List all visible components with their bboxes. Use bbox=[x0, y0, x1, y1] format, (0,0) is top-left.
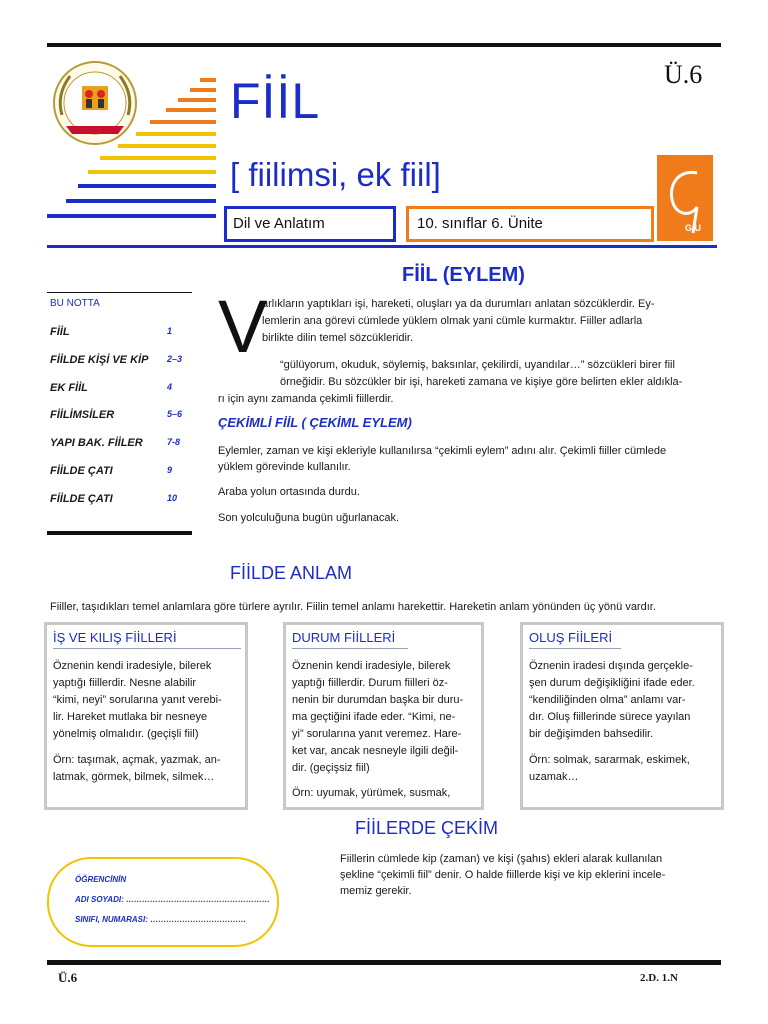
cekim-line: Fiillerin cümlede kip (zaman) ve kişi (şahıs) ekleri alarak kullanılan bbox=[340, 853, 663, 865]
card-line: Öznenin kendi iradesiyle, bilerek bbox=[53, 660, 212, 672]
card-line: yönelmiş olmalıdır. (geçişli fiil) bbox=[53, 728, 199, 740]
card-line: ket var, ancak nesneyle ilgili değil- bbox=[292, 745, 459, 757]
toc-bottom-rule bbox=[47, 531, 192, 535]
toc-item-page: 9 bbox=[167, 465, 173, 475]
eylem-line: lemlerin ana görevi cümlede yüklem olmak yani cümle kurmaktır. Fiiller adlarla bbox=[262, 315, 643, 327]
cekimli-line: Eylemler, zaman ve kişi ekleriyle kullanılırsa “çekimli eylem” adını alır. Çekimli fiiller cümlede bbox=[218, 445, 667, 457]
footer-unit-code: Ü.6 bbox=[58, 970, 78, 985]
card-title: OLUŞ FİİLERİ bbox=[529, 630, 613, 645]
card-line: Öznenin iradesi dışında gerçekle- bbox=[529, 660, 693, 672]
toc-item-page: 4 bbox=[167, 382, 173, 392]
toc-item-label: FİİL bbox=[50, 326, 70, 338]
card-line: dir. (geçişsiz fiil) bbox=[292, 762, 370, 774]
eylem-line: “gülüyorum, okuduk, söylemiş, baksınlar, çekilirdi, uyandılar…” sözcükleri birer fiil bbox=[280, 359, 675, 371]
toc-heading: BU NOTTA bbox=[50, 298, 100, 309]
section-heading-eylem: FİİL (EYLEM) bbox=[402, 264, 525, 286]
toc-item-label: FİİLİMSİLER bbox=[50, 409, 115, 421]
card-olus bbox=[520, 622, 724, 810]
cekim-line: şekline “çekimli fiil” denir. O halde fiillerde kişi ve kip eklerini incele- bbox=[340, 869, 666, 881]
card-line: bir değişimden bahsedilir. bbox=[529, 728, 654, 740]
cekimli-example: Son yolculuğuna bugün uğurlanacak. bbox=[218, 512, 400, 524]
card-line: lir. Hareket mutlaka bir nesneye bbox=[53, 711, 208, 723]
subject-box: Dil ve Anlatım bbox=[224, 206, 396, 242]
toc-item-label: FİİLDE ÇATI bbox=[50, 465, 113, 477]
school-seal-logo bbox=[52, 60, 138, 146]
unit-code: Ü.6 bbox=[664, 60, 703, 89]
card-line: yaptığı fiillerdir. Durum fiilleri öz- bbox=[292, 677, 448, 689]
footer-rule bbox=[47, 960, 721, 965]
card-example: uzamak… bbox=[529, 771, 579, 783]
drop-cap: V bbox=[218, 285, 268, 368]
card-example: latmak, görmek, bilmek, silmek… bbox=[53, 771, 215, 783]
header-bottom-rule bbox=[47, 245, 717, 248]
section-heading-cekim: FİİLERDE ÇEKİM bbox=[355, 818, 499, 838]
eylem-line: rı için aynı zamanda çekimli fiillerdir. bbox=[218, 393, 394, 405]
eylem-line: arlıkların yaptıkları işi, hareketi, oluşları ya da durumları anlatan sözcüklerdir. Ey- bbox=[262, 298, 655, 310]
toc-item-page: 2–3 bbox=[167, 354, 183, 364]
card-line: Öznenin kendi iradesiyle, bilerek bbox=[292, 660, 451, 672]
eylem-line: örneğidir. Bu sözcükler bir işi, hareketi zamana ve kişiye göre belirten ekler aldıkla- bbox=[280, 376, 683, 388]
card-title: DURUM FİİLLERİ bbox=[292, 630, 396, 645]
toc-item-page: 1 bbox=[167, 326, 173, 336]
toc-item-page: 10 bbox=[167, 493, 178, 503]
card-title: İŞ VE KILIŞ FİİLLERİ bbox=[53, 630, 177, 645]
cekimli-example: Araba yolun ortasında durdu. bbox=[218, 486, 360, 498]
cekim-line: memiz gerekir. bbox=[340, 885, 412, 897]
card-line: şen durum değişikliğini ifade eder. bbox=[529, 677, 695, 689]
cekimli-line: yüklem görevinde kullanılır. bbox=[218, 461, 351, 473]
anlam-intro: Fiiller, taşıdıkları temel anlamlara göre türlere ayrılır. Fiilin temel anlamı harekettir. Hareketin anlam yönünden üç yönü vardır. bbox=[50, 601, 656, 613]
toc-item[interactable] bbox=[50, 326, 190, 338]
student-class-field[interactable]: SINIFI, NUMARASI: ……………………………… bbox=[75, 915, 247, 924]
toc-item-label: FİİLDE ÇATI bbox=[50, 493, 113, 505]
card-title-rule bbox=[529, 648, 621, 649]
toc-item-page: 7-8 bbox=[167, 437, 181, 447]
student-info-box bbox=[47, 857, 279, 947]
page-title: FİİL bbox=[230, 73, 321, 129]
card-is-kilis bbox=[44, 622, 248, 810]
toc-item-label: YAPI BAK. FİİLER bbox=[50, 437, 143, 449]
toc-item-page: 5–6 bbox=[167, 409, 183, 419]
toc-item[interactable] bbox=[50, 382, 190, 394]
card-line: nenin bir durumdan başka bir duru- bbox=[292, 694, 464, 706]
toc-item[interactable] bbox=[50, 354, 190, 366]
toc-item-label: FİİLDE KİŞİ VE KİP bbox=[50, 354, 149, 366]
top-rule bbox=[47, 43, 721, 47]
card-example: Örn: uyumak, yürümek, susmak, bbox=[292, 787, 451, 799]
grade-box: 10. sınıflar 6. Ünite bbox=[406, 206, 654, 242]
toc-item[interactable] bbox=[50, 465, 190, 477]
toc-top-rule bbox=[47, 292, 192, 293]
card-line: yi” sorularına yanıt veremez. Hare- bbox=[292, 728, 462, 740]
toc-item[interactable] bbox=[50, 437, 190, 449]
card-line: dır. Oluş fiillerinde sürece yayılan bbox=[529, 711, 691, 723]
toc-item[interactable] bbox=[50, 409, 190, 421]
card-line: yaptığı fiillerdir. Nesne alabilir bbox=[53, 677, 197, 689]
card-example: Örn: taşımak, açmak, yazmak, an- bbox=[53, 754, 221, 766]
student-title: ÖĞRENCİNİN bbox=[75, 875, 127, 884]
section-heading-anlam: FİİLDE ANLAM bbox=[230, 563, 353, 583]
toc-item[interactable] bbox=[50, 493, 190, 505]
eylem-line: birlikte dilin temel sözcükleridir. bbox=[262, 332, 413, 344]
card-example: Örn: solmak, sararmak, eskimek, bbox=[529, 754, 690, 766]
card-line: “kendiliğinden olma” anlamı var- bbox=[529, 694, 686, 706]
footer-page-code: 2.D. 1.N bbox=[640, 972, 678, 984]
student-name-field[interactable]: ADI SOYADI: ……………………………………………… bbox=[75, 895, 270, 904]
card-durum bbox=[283, 622, 484, 810]
card-line: ma geçtiğini ifade eder. “Kimi, ne- bbox=[292, 711, 456, 723]
card-line: “kimi, neyi” sorularına yanıt verebi- bbox=[53, 694, 222, 706]
toc-item-label: EK FİİL bbox=[50, 382, 88, 394]
card-title-rule bbox=[53, 648, 241, 649]
gu-logo-letters: G U bbox=[685, 223, 702, 233]
gu-logo bbox=[657, 155, 713, 241]
subheading-cekimli: ÇEKİMLİ FİİL ( ÇEKİML EYLEM) bbox=[218, 415, 412, 430]
page-subtitle: [ fiilimsi, ek fiil] bbox=[230, 156, 441, 193]
card-title-rule bbox=[292, 648, 408, 649]
